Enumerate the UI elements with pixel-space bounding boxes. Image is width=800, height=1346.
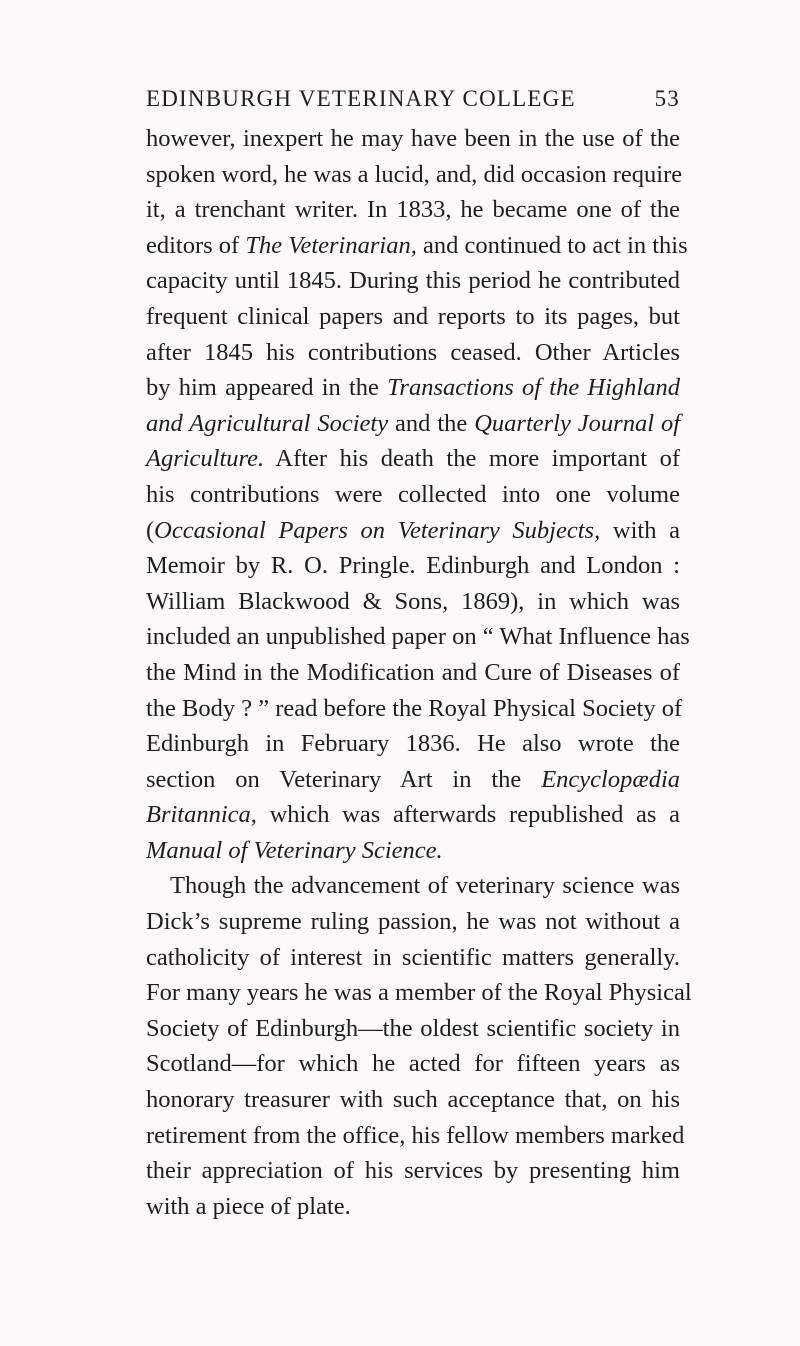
text-line	[146, 406, 680, 442]
text-run: however, inexpert he may have been in the use of the	[146, 125, 680, 152]
text-line	[146, 192, 680, 228]
text-line	[146, 975, 692, 1011]
text-line	[146, 1046, 680, 1082]
text-run: Dick’s supreme ruling passion, he was not without a	[146, 908, 680, 936]
text-run: frequent clinical papers and reports to its pages, but	[146, 302, 680, 330]
text-run: editors of	[146, 231, 246, 259]
text-run: section on Veterinary Art in the	[146, 765, 542, 793]
text-line	[146, 1011, 680, 1047]
text-run: included an unpublished paper on “ What Influence has	[146, 623, 690, 651]
text-run: honorary treasurer with such acceptance that, on his	[146, 1086, 680, 1114]
text-line	[146, 762, 680, 798]
body-text	[146, 121, 692, 1224]
text-line	[146, 726, 680, 762]
italic-title-text: and Agricultural Society	[146, 409, 389, 437]
text-run: the Body ? ” read before the Royal Physical Society of	[146, 694, 683, 722]
text-line	[146, 513, 680, 549]
text-line	[146, 1118, 685, 1154]
text-line	[146, 691, 683, 727]
italic-title-text: Occasional Papers on Veterinary Subjects,	[154, 516, 601, 544]
text-run: the Mind in the Modification and Cure of Diseases of	[146, 658, 680, 686]
text-line	[146, 299, 680, 335]
text-line	[146, 335, 680, 371]
text-run: Scotland—for which he acted for fifteen years as	[146, 1050, 680, 1078]
text-run: his contributions were collected into one volume	[146, 480, 680, 508]
text-run: with a	[600, 516, 681, 544]
text-run: with a piece of plate.	[146, 1192, 351, 1220]
text-line	[146, 441, 680, 477]
text-line	[146, 619, 690, 655]
text-line	[146, 263, 680, 299]
text-line	[146, 655, 680, 691]
text-run: retirement from the office, his fellow members marked	[146, 1121, 685, 1149]
text-run: capacity until 1845. During this period he contributed	[146, 267, 680, 295]
text-line	[146, 228, 688, 264]
text-line	[146, 833, 680, 869]
italic-title-text: Encyclopædia	[541, 765, 680, 793]
text-line	[146, 548, 680, 584]
text-run: Edinburgh in February 1836. He also wrote the	[146, 730, 680, 758]
text-run: Society of Edinburgh—the oldest scientific society in	[146, 1014, 680, 1042]
text-line	[146, 797, 680, 833]
text-run: William Blackwood & Sons, 1869), in which was	[146, 587, 680, 615]
text-line	[146, 868, 680, 904]
text-run: catholicity of interest in scientific matters generally.	[146, 943, 680, 971]
text-run: Though the advancement of veterinary science was	[170, 872, 680, 900]
text-run: after 1845 his contributions ceased. Other Articles	[146, 338, 680, 366]
text-run: and continued to act in this	[416, 231, 688, 259]
text-line	[146, 477, 680, 513]
text-run: which was afterwards republished as a	[256, 801, 680, 829]
text-run: After his death the more important of	[264, 445, 680, 473]
italic-title-text: Agriculture.	[146, 445, 265, 473]
text-line	[146, 1082, 680, 1118]
italic-title-text: Transactions of the Highland	[387, 374, 680, 402]
running-title: EDINBURGH VETERINARY COLLEGE	[146, 86, 576, 111]
italic-title-text: Quarterly Journal of	[474, 409, 680, 437]
text-line	[146, 370, 680, 406]
text-run: For many years he was a member of the Royal Physical	[146, 979, 692, 1007]
text-run: their appreciation of his services by presenting him	[146, 1157, 680, 1185]
text-line	[146, 121, 680, 157]
text-line	[146, 1153, 680, 1189]
text-line	[146, 157, 683, 193]
text-line	[146, 1189, 680, 1225]
text-line	[146, 584, 680, 620]
italic-title-text: The Veterinarian,	[245, 231, 417, 259]
text-line	[146, 904, 680, 940]
text-run: and the	[388, 409, 475, 437]
text-run: spoken word, he was a lucid, and, did occasion require	[146, 160, 683, 188]
text-run: (	[146, 516, 155, 544]
italic-title-text: Manual of Veterinary Science.	[146, 836, 443, 864]
text-run: it, a trenchant writer. In 1833, he became one of the	[146, 196, 680, 224]
italic-title-text: Britannica,	[146, 801, 257, 829]
page-number: 53	[654, 86, 680, 111]
text-run: Memoir by R. O. Pringle. Edinburgh and London :	[146, 552, 680, 580]
text-line	[146, 940, 680, 976]
text-run: by him appeared in the	[146, 374, 388, 402]
